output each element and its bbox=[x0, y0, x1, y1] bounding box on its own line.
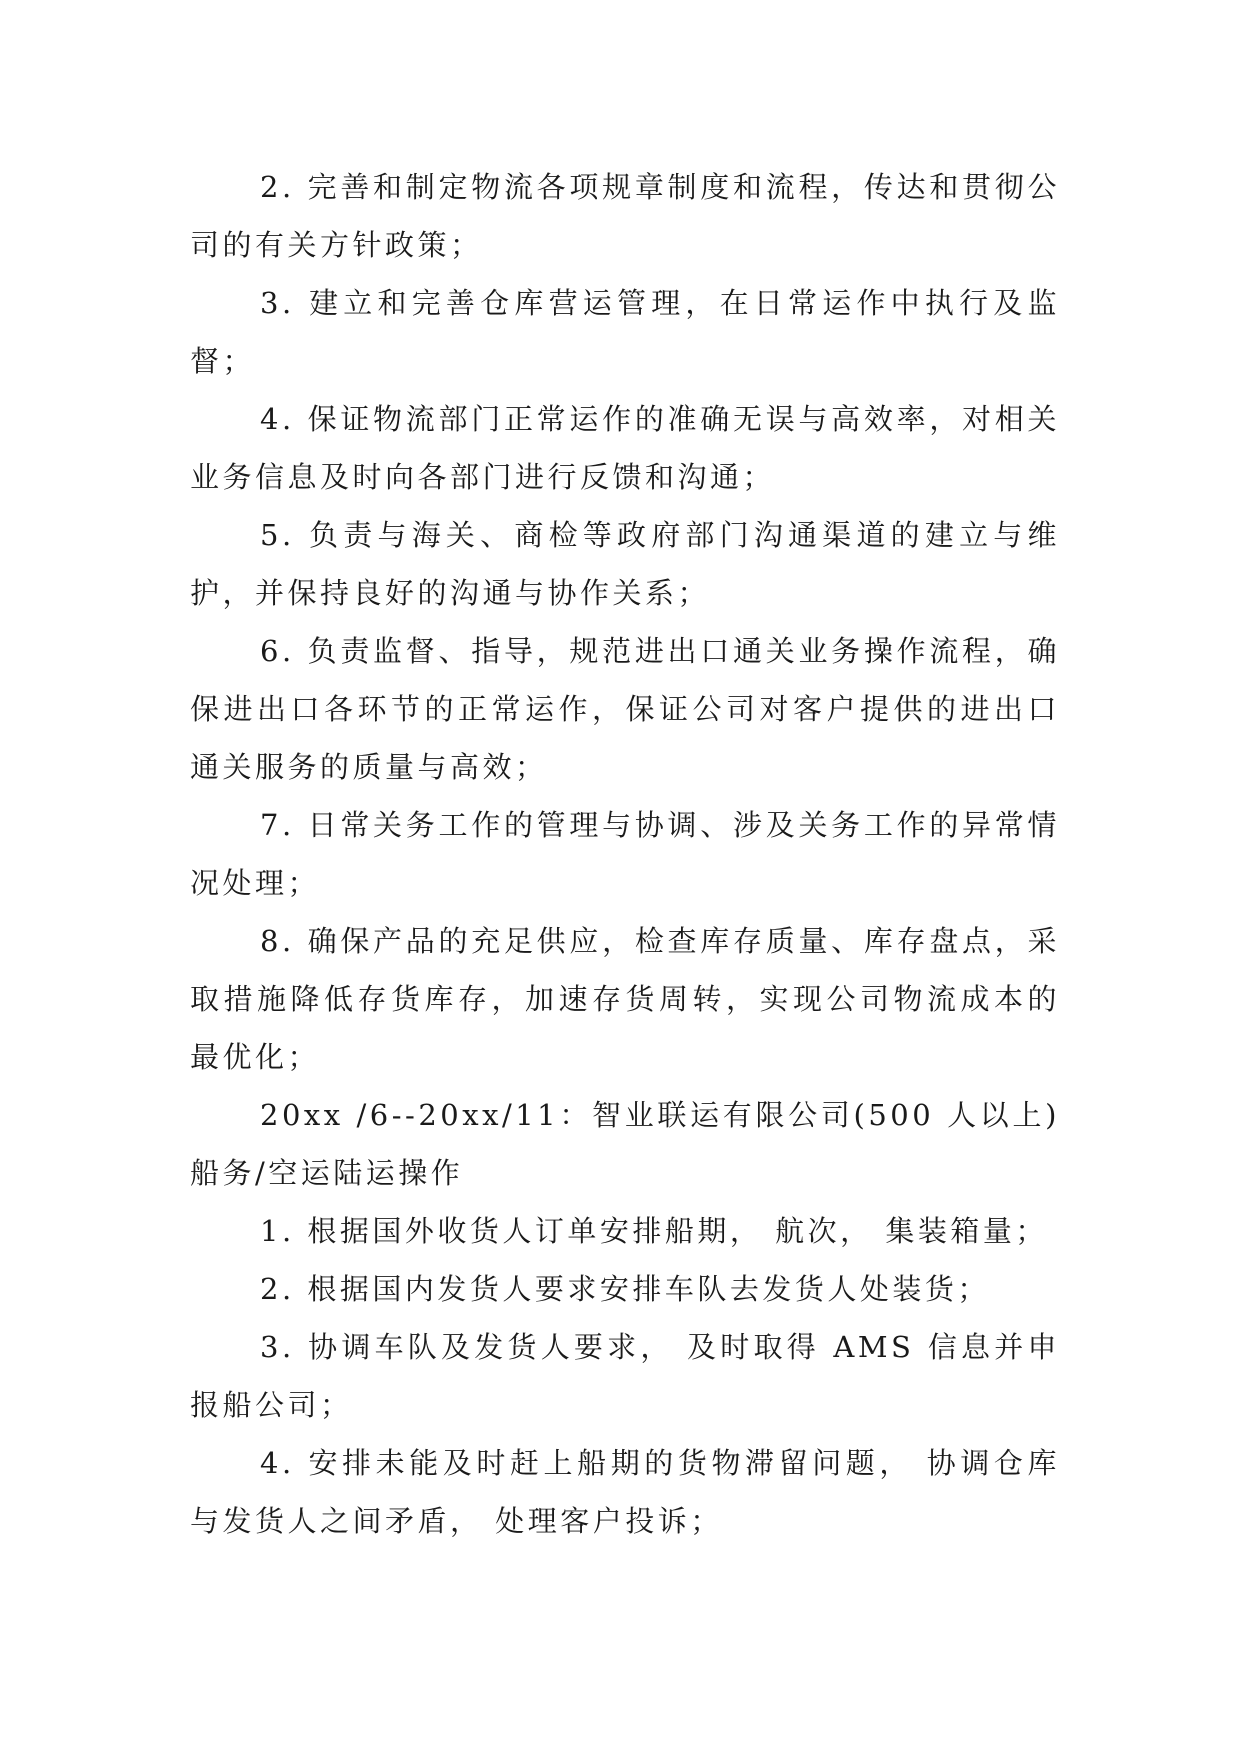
paragraph-task-2: 2. 根据国内发货人要求安排车队去发货人处装货； bbox=[260, 1272, 990, 1306]
paragraph-job-heading: 20xx /6--20xx/11：智业联运有限公司(500 人以上) 船务/空运陆运操作 bbox=[190, 1098, 1060, 1190]
paragraph-task-1: 1. 根据国外收货人订单安排船期， 航次， 集装箱量； bbox=[260, 1214, 1048, 1248]
paragraph-duty-6: 6. 负责监督、指导，规范进出口通关业务操作流程，确保进出口各环节的正常运作，保证公司对客户提供的进出口通关服务的质量与高效； bbox=[190, 634, 1060, 784]
document-body bbox=[190, 158, 1060, 1550]
paragraph-duty-7: 7. 日常关务工作的管理与协调、涉及关务工作的异常情况处理； bbox=[190, 808, 1060, 900]
paragraph-task-4: 4. 安排未能及时赶上船期的货物滞留问题， 协调仓库与发货人之间矛盾， 处理客户投诉； bbox=[190, 1446, 1060, 1538]
paragraph-duty-8: 8. 确保产品的充足供应，检查库存质量、库存盘点，采取措施降低存货库存，加速存货周转，实现公司物流成本的最优化； bbox=[190, 924, 1060, 1074]
paragraph-duty-3: 3. 建立和完善仓库营运管理，在日常运作中执行及监督； bbox=[190, 286, 1060, 378]
paragraph-duty-2: 2. 完善和制定物流各项规章制度和流程，传达和贯彻公司的有关方针政策； bbox=[190, 170, 1060, 262]
paragraph-duty-5: 5. 负责与海关、商检等政府部门沟通渠道的建立与维护，并保持良好的沟通与协作关系； bbox=[190, 518, 1060, 610]
paragraph-task-3: 3. 协调车队及发货人要求， 及时取得 AMS 信息并申报船公司； bbox=[190, 1330, 1060, 1422]
paragraph-duty-4: 4. 保证物流部门正常运作的准确无误与高效率，对相关业务信息及时向各部门进行反馈和沟通； bbox=[190, 402, 1060, 494]
